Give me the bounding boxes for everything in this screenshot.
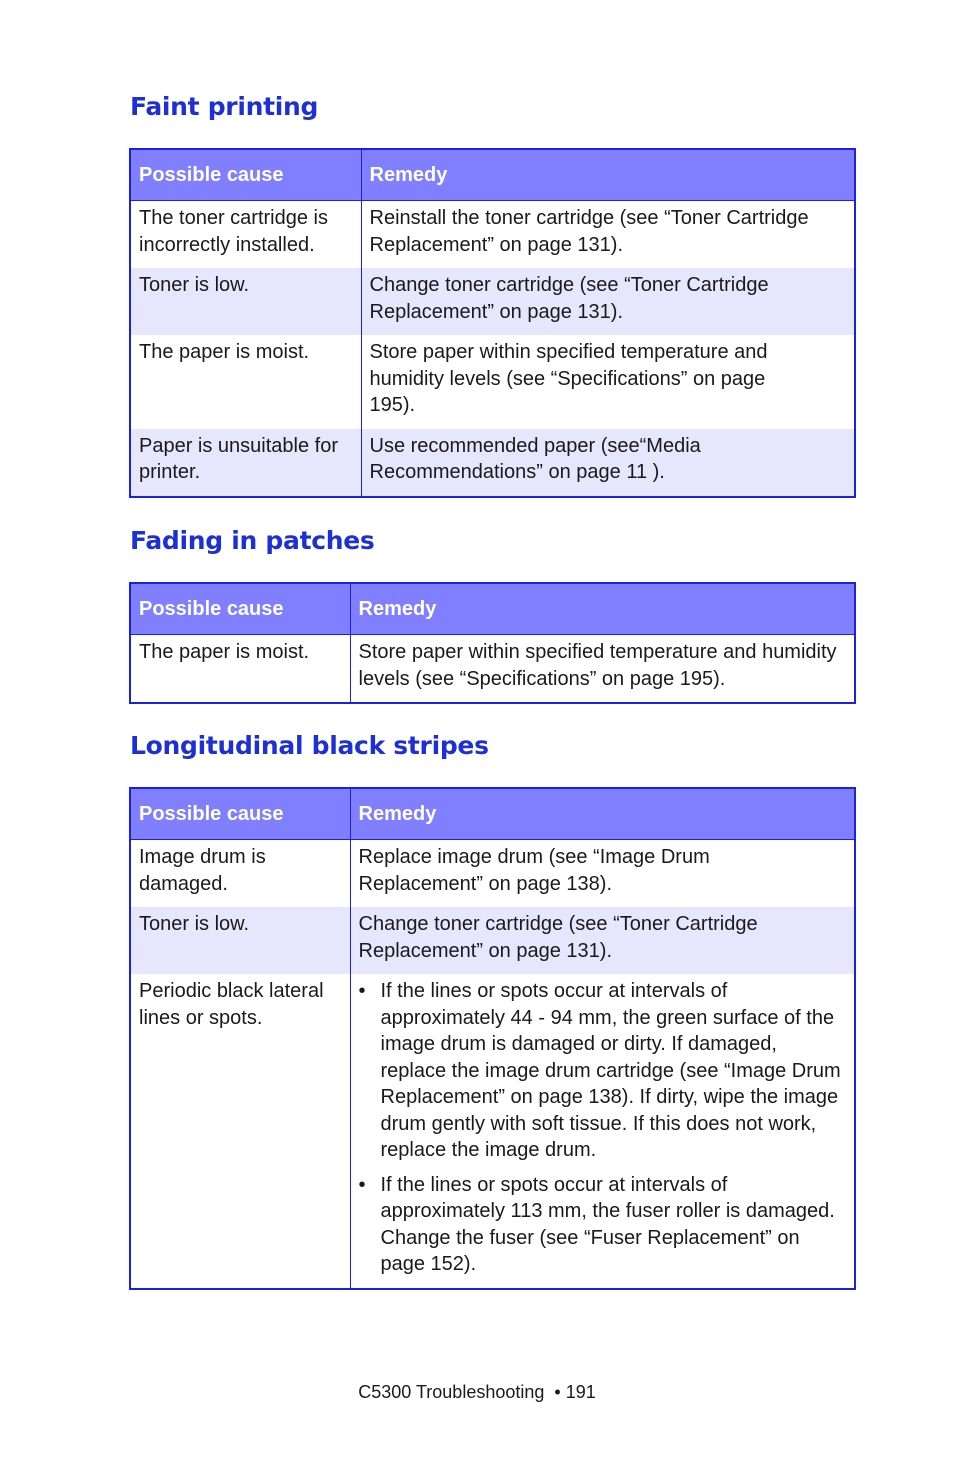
bullet-text: If the lines or spots occur at intervals of approximately 44 - 94 mm, the green surface of the image drum is damaged or dirty. If damaged, replace the image drum cartridge (see “Image Drum Replacement” on page 138). If dirty, wipe the image drum gently with soft tissue. If this does not work, replace the image drum. [380,980,841,1161]
table-header-row [130,788,855,840]
cause-cell: Periodic black lateral lines or spots. [130,974,350,1289]
remedy-cell: Replace image drum (see “Image Drum Replacement” on page 138). [350,840,855,908]
cause-cell: Image drum is damaged. [130,840,350,908]
table-row [130,974,855,1289]
table-header-row [130,583,855,635]
bullet-marker: • [358,1173,366,1196]
column-header-remedy: Remedy [350,788,855,840]
page-footer: C5300 Troubleshooting • 191 [358,1382,596,1402]
cause-cell: Toner is low. [130,907,350,974]
column-header-cause: Possible cause [130,583,350,635]
section-title-longitudinal-black-stripes: Longitudinal black stripes [130,731,489,760]
table-row [130,335,855,429]
cause-cell: Paper is unsuitable for printer. [130,429,361,497]
section-title-fading-in-patches: Fading in patches [130,526,375,555]
column-header-remedy: Remedy [361,149,855,201]
cause-cell: The paper is moist. [130,635,350,704]
fading-in-patches-table [129,582,856,704]
list-item [359,978,847,1164]
longitudinal-black-stripes-table [129,787,856,1290]
list-item [359,1172,847,1278]
column-header-cause: Possible cause [130,149,361,201]
remedy-cell: Change toner cartridge (see “Toner Cartridge Replacement” on page 131). [361,268,855,335]
table-row [130,429,855,497]
table-row [130,840,855,908]
bullet-text: If the lines or spots occur at intervals of approximately 113 mm, the fuser roller is damaged. Change the fuser (see “Fuser Replacement” on page 152). [380,1173,835,1275]
table-row [130,635,855,704]
table-row [130,268,855,335]
remedy-cell: Use recommended paper (see“Media Recommendations” on page 11 ). [361,429,855,497]
column-header-remedy: Remedy [350,583,855,635]
table-row [130,201,855,269]
faint-printing-table [129,148,856,498]
remedy-cell: Store paper within specified temperature and humidity levels (see “Specifications” on page 195). [361,335,855,429]
cause-cell: The toner cartridge is incorrectly installed. [130,201,361,269]
section-title-faint-printing: Faint printing [130,92,319,121]
remedy-cell [350,974,855,1289]
remedy-cell: Change toner cartridge (see “Toner Cartridge Replacement” on page 131). [350,907,855,974]
table-row [130,907,855,974]
cause-cell: Toner is low. [130,268,361,335]
remedy-cell: Store paper within specified temperature and humidity levels (see “Specifications” on page 195). [350,635,855,704]
bullet-marker: • [358,980,366,1002]
cause-cell: The paper is moist. [130,335,361,429]
remedy-bullet-list [359,978,847,1278]
column-header-cause: Possible cause [130,788,350,840]
table-header-row [130,149,855,201]
remedy-cell: Reinstall the toner cartridge (see “Toner Cartridge Replacement” on page 131). [361,201,855,269]
